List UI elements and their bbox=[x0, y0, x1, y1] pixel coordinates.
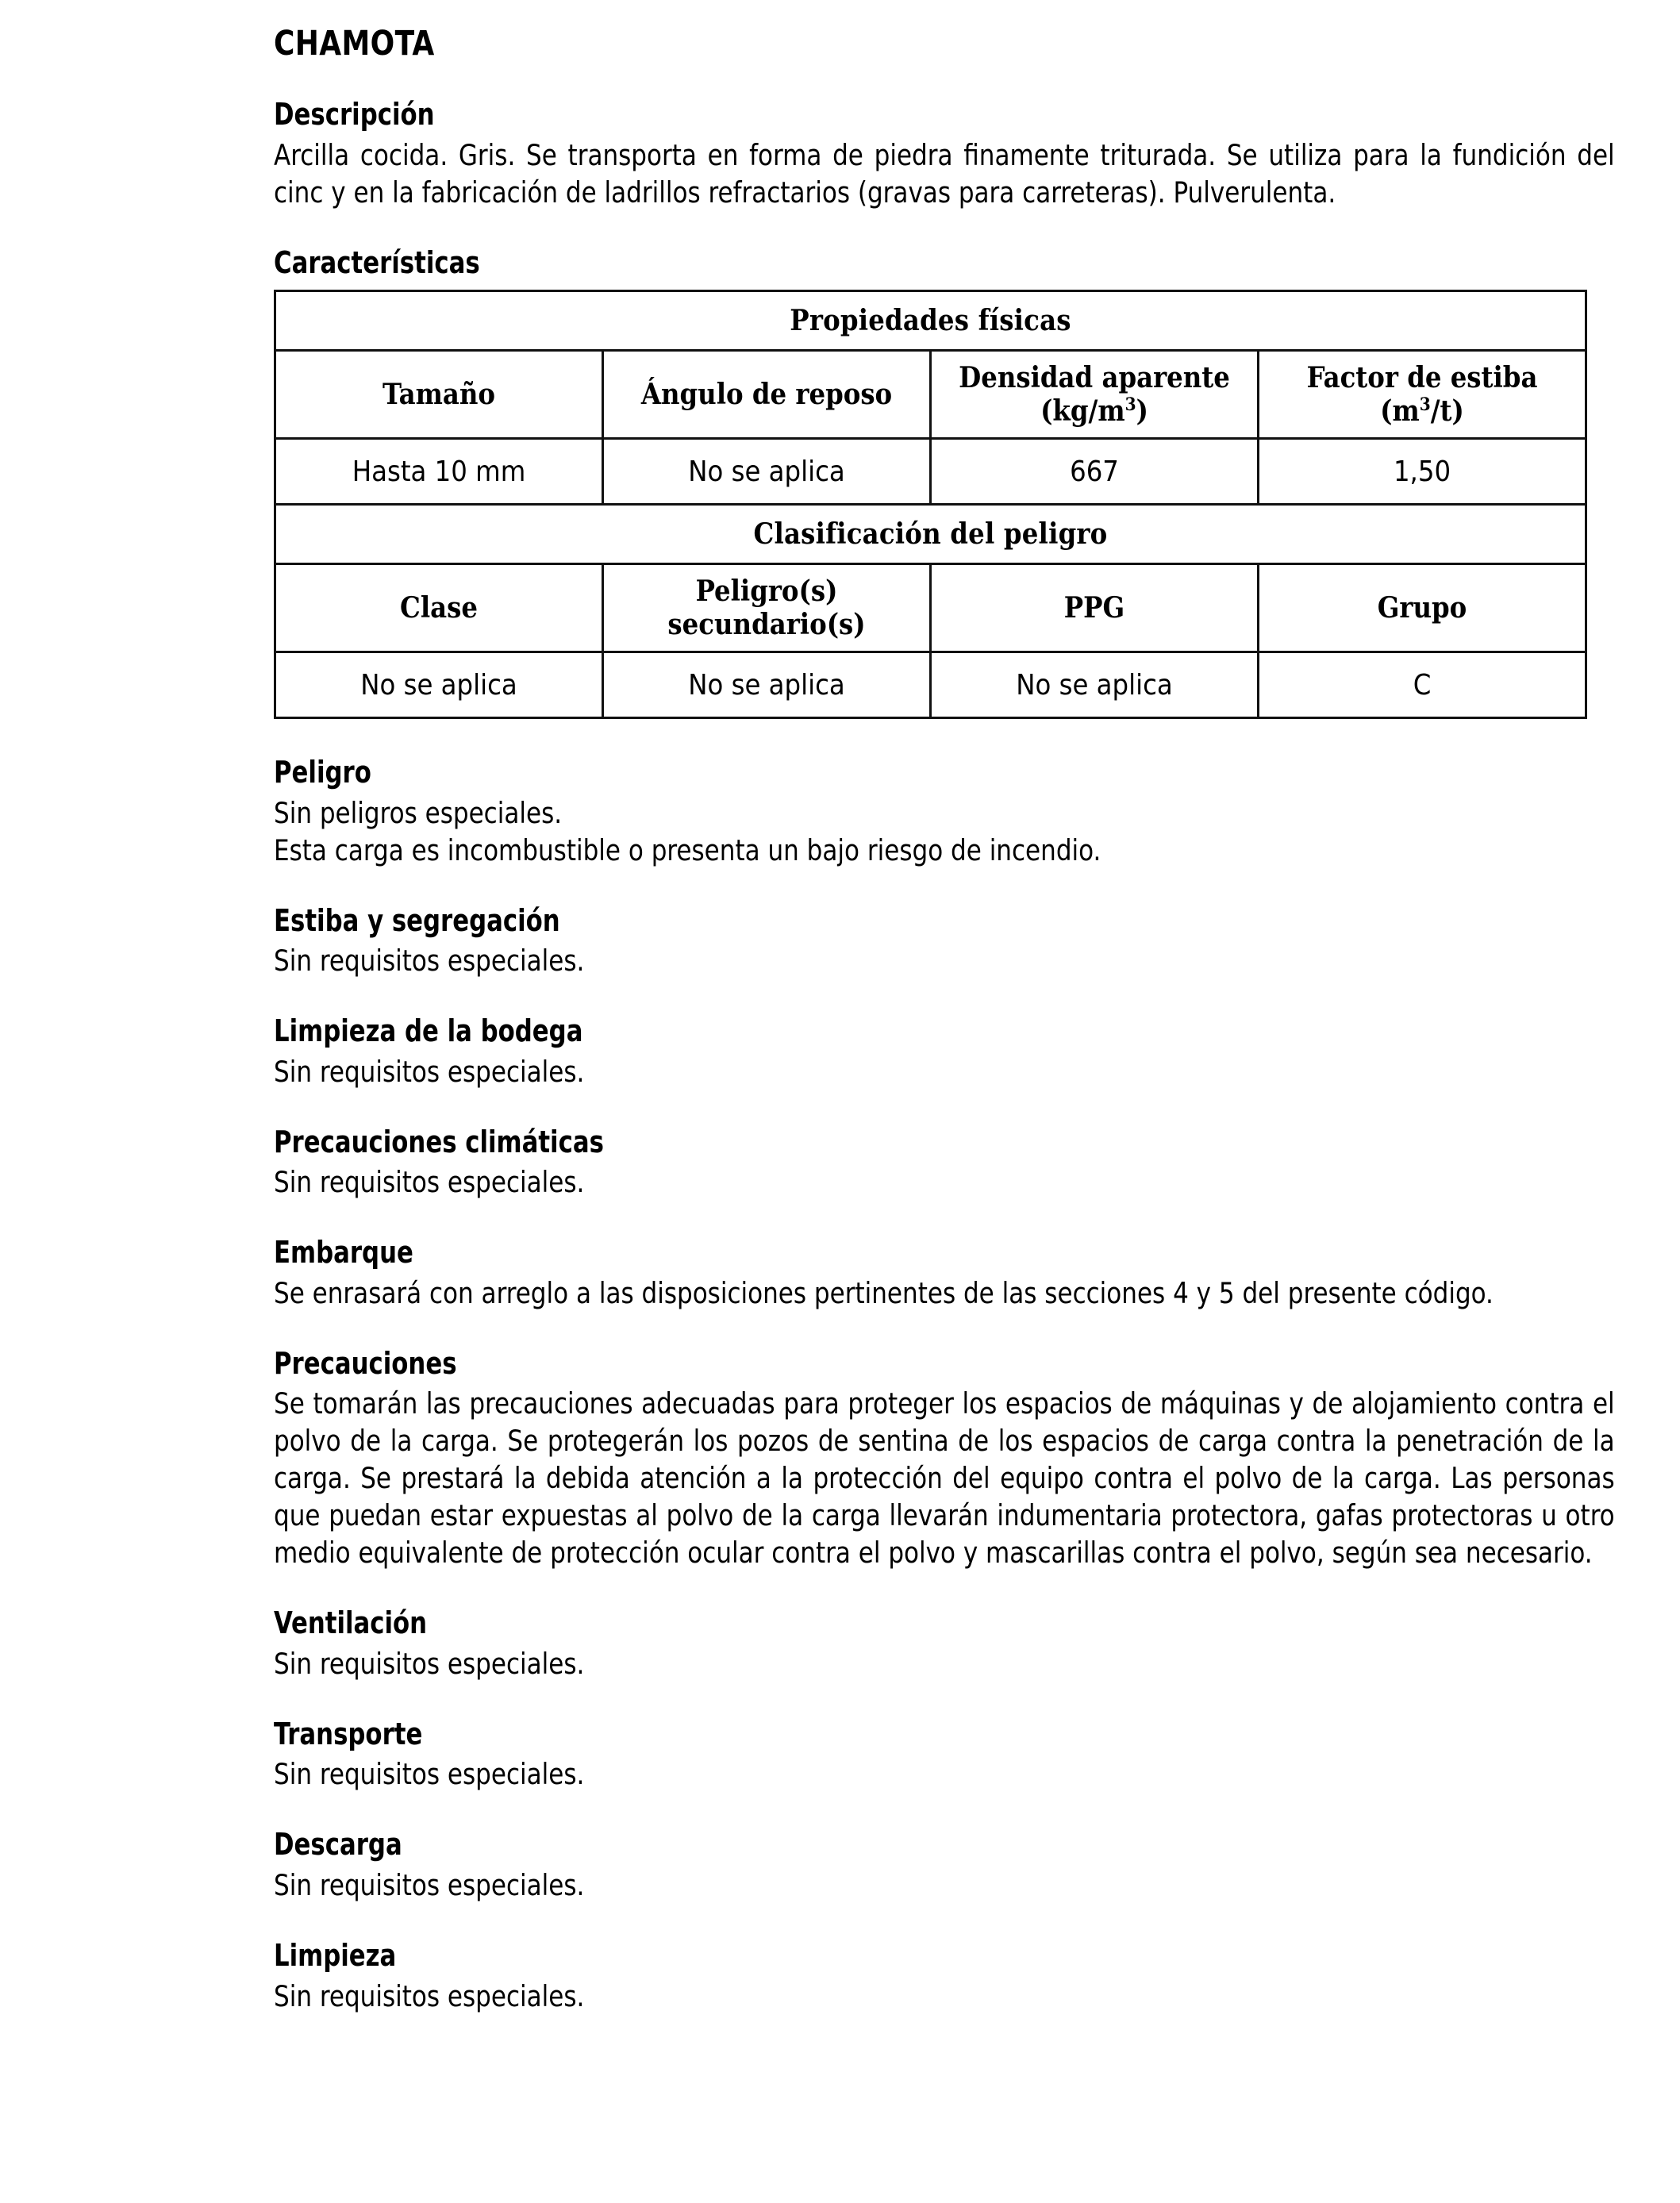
section-body-descripcion: Arcilla cocida. Gris. Se transporta en forma de piedra finamente triturada. Se utiliza para la fundición del cinc y en la fabricación de ladrillos refractarios (gravas para carreteras). Pulverulenta. bbox=[274, 137, 1615, 210]
section-descarga bbox=[274, 1828, 1615, 1904]
estiba-unit-pre: (m bbox=[1380, 394, 1420, 429]
table-cell-densidad-aparente: 667 bbox=[931, 439, 1259, 505]
table-cell-ppg: No se aplica bbox=[931, 652, 1259, 718]
section-limpieza-bodega bbox=[274, 1014, 1615, 1090]
page-title: CHAMOTA bbox=[274, 24, 435, 63]
section-heading-ventilacion: Ventilación bbox=[274, 1605, 428, 1641]
estiba-unit-post: /t) bbox=[1430, 394, 1464, 429]
densidad-unit-post: ) bbox=[1136, 394, 1148, 429]
peligro-sec-line2: secundario(s) bbox=[667, 608, 866, 642]
table-header-clase: Clase bbox=[275, 564, 603, 652]
section-precauciones-climaticas bbox=[274, 1125, 1615, 1201]
table-header-peligro-secundario bbox=[603, 564, 931, 652]
section-body-transporte: Sin requisitos especiales. bbox=[274, 1757, 585, 1792]
section-limpieza bbox=[274, 1939, 1615, 2015]
section-heading-descripcion: Descripción bbox=[274, 97, 435, 132]
section-body-precauciones-climaticas: Sin requisitos especiales. bbox=[274, 1165, 585, 1200]
section-heading-precauciones: Precauciones bbox=[274, 1345, 457, 1381]
section-body-peligro-line1: Sin peligros especiales. bbox=[274, 795, 563, 830]
section-precauciones bbox=[274, 1347, 1615, 1572]
section-transporte bbox=[274, 1717, 1615, 1794]
section-ventilacion bbox=[274, 1606, 1615, 1682]
section-heading-transporte: Transporte bbox=[274, 1716, 423, 1751]
table-cell-grupo: C bbox=[1259, 652, 1586, 718]
section-heading-caracteristicas: Características bbox=[274, 244, 480, 280]
table-group-title-physical: Propiedades físicas bbox=[275, 291, 1586, 351]
table-header-angulo-reposo: Ángulo de reposo bbox=[603, 351, 931, 439]
table-cell-peligro-secundario: No se aplica bbox=[603, 652, 931, 718]
table-header-factor-estiba bbox=[1259, 351, 1586, 439]
section-body-ventilacion: Sin requisitos especiales. bbox=[274, 1646, 585, 1681]
table-cell-factor-estiba: 1,50 bbox=[1259, 439, 1586, 505]
section-heading-embarque: Embarque bbox=[274, 1235, 413, 1271]
section-body-estiba-segregacion: Sin requisitos especiales. bbox=[274, 944, 585, 978]
page-content bbox=[274, 24, 1615, 2015]
section-heading-precauciones-climaticas: Precauciones climáticas bbox=[274, 1124, 604, 1159]
section-caracteristicas bbox=[274, 246, 1615, 720]
section-peligro bbox=[274, 755, 1615, 869]
section-heading-limpieza: Limpieza bbox=[274, 1938, 397, 1974]
estiba-unit bbox=[1259, 394, 1585, 428]
section-body-peligro-line2: Esta carga es incombustible o presenta un bajo riesgo de incendio. bbox=[274, 832, 1101, 867]
section-heading-peligro: Peligro bbox=[274, 755, 371, 790]
section-body-embarque: Se enrasará con arreglo a las disposiciones pertinentes de las secciones 4 y 5 del presente código. bbox=[274, 1275, 1494, 1310]
table-header-grupo: Grupo bbox=[1259, 564, 1586, 652]
table-header-ppg: PPG bbox=[931, 564, 1259, 652]
characteristics-table bbox=[274, 290, 1587, 719]
table-row-group1-headers bbox=[275, 351, 1586, 439]
densidad-label: Densidad aparente bbox=[959, 361, 1230, 395]
estiba-unit-exponent: 3 bbox=[1419, 394, 1431, 416]
table-row-group2-title bbox=[275, 505, 1586, 564]
estiba-label: Factor de estiba bbox=[1306, 361, 1538, 395]
table-row-group2-values bbox=[275, 652, 1586, 718]
section-embarque bbox=[274, 1236, 1615, 1312]
section-body-limpieza: Sin requisitos especiales. bbox=[274, 1978, 585, 2013]
table-cell-angulo-reposo: No se aplica bbox=[603, 439, 931, 505]
section-heading-descarga: Descarga bbox=[274, 1827, 402, 1863]
section-heading-limpieza-bodega: Limpieza de la bodega bbox=[274, 1013, 583, 1049]
table-cell-clase: No se aplica bbox=[275, 652, 603, 718]
table-row-group2-headers bbox=[275, 564, 1586, 652]
section-estiba-segregacion bbox=[274, 904, 1615, 980]
section-body-precauciones: Se tomarán las precauciones adecuadas para proteger los espacios de máquinas y de alojamiento contra el polvo de la carga. Se protegerán los pozos de sentina de los espacios de carga contra la penetración de la carga. Se prestará la debida atención a la protección del equipo contra el polvo de la carga. Las personas que puedan estar expuestas al polvo de la carga llevarán indumentaria protectora, gafas protectoras u otro medio equivalente de protección ocular contra el polvo y mascarillas contra el polvo, según sea necesario. bbox=[274, 1386, 1615, 1571]
table-group-title-hazard: Clasificación del peligro bbox=[275, 505, 1586, 564]
densidad-unit-exponent: 3 bbox=[1124, 394, 1136, 416]
section-heading-estiba-segregacion: Estiba y segregación bbox=[274, 902, 560, 938]
table-cell-tamano: Hasta 10 mm bbox=[275, 439, 603, 505]
table-row-group1-title bbox=[275, 291, 1586, 351]
densidad-unit bbox=[932, 394, 1257, 428]
table-header-tamano: Tamaño bbox=[275, 351, 603, 439]
table-row-group1-values bbox=[275, 439, 1586, 505]
section-body-descarga: Sin requisitos especiales. bbox=[274, 1868, 585, 1903]
section-descripcion bbox=[274, 98, 1615, 211]
peligro-sec-line1: Peligro(s) bbox=[695, 575, 838, 609]
densidad-unit-pre: (kg/m bbox=[1040, 394, 1125, 429]
section-body-limpieza-bodega: Sin requisitos especiales. bbox=[274, 1054, 585, 1089]
table-header-densidad-aparente bbox=[931, 351, 1259, 439]
